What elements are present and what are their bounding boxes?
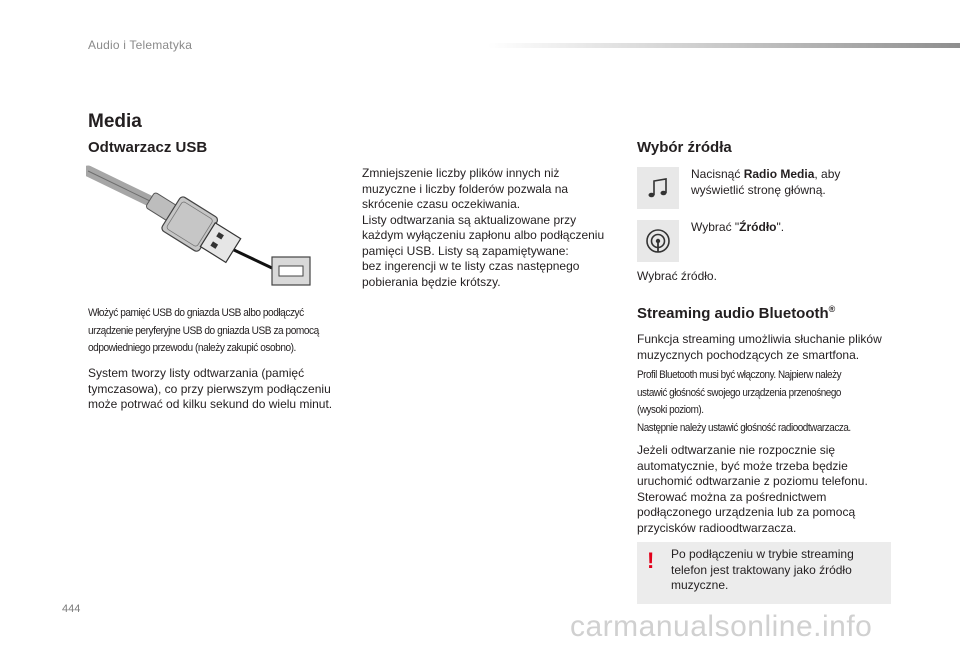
usb-caption: Włożyć pamięć USB do gniazda USB albo podłączyć urządzenie peryferyjne USB do gniazda USB za pomocą odpowiedniego przewodu (należy zakupić osobno). (88, 307, 319, 354)
section-header: Audio i Telematyka (88, 38, 193, 52)
watermark: carmanualsonline.info (570, 610, 873, 643)
source-summary: Wybrać źródło. (637, 269, 717, 283)
source-step1-text: Nacisnąć Radio Media, aby wyświetlić stronę główną. (691, 167, 841, 197)
usb-system-text: System tworzy listy odtwarzania (pamięć tymczasowa), co przy pierwszym podłączeniu może potrwać od kilku sekund do wielu minut. (88, 366, 333, 411)
usb-plug-illustration (86, 165, 318, 287)
bluetooth-note: Profil Bluetooth musi być włączony. Najpierw należy ustawić głośność swojego urządzenia przenośnego (wysoki poziom). Następnie należy ustawić głośność radioodtwarzacza. (637, 369, 851, 434)
warning-icon: ! (647, 548, 655, 573)
radio-source-icon (637, 220, 679, 262)
warning-text: Po podłączeniu w trybie streaming telefon jest traktowany jako źródło muzyczne. (671, 547, 854, 592)
music-note-glyph (645, 175, 671, 201)
header-divider (488, 43, 960, 48)
page-number: 444 (62, 603, 81, 615)
usb-heading: Odtwarzacz USB (88, 139, 208, 156)
radio-source-glyph (644, 227, 672, 255)
music-note-icon (637, 167, 679, 209)
bluetooth-heading: Streaming audio Bluetooth® (637, 304, 836, 322)
bluetooth-fallback: Jeżeli odtwarzanie nie rozpocznie się automatycznie, być może trzeba będzie uruchomić odtwarzanie z poziomu telefonu. Sterować można za pośrednictwem podłączonego urządzenia lub za pomocą przycisków radioodtwarzacza. (637, 443, 868, 535)
usb-reduce-text: Zmniejszenie liczby plików innych niż muzyczne i liczby folderów pozwala na skrócenie czasu oczekiwania. Listy odtwarzania są aktualizowane przy każdym wyłączeniu zapłonu albo podłączeniu pamięci USB. Listy są zapamiętywane: bez ingerencji w te listy czas następnego pobierania będzie krótszy. (362, 166, 605, 289)
source-step2-text: Wybrać "Źródło". (691, 220, 785, 234)
source-heading: Wybór źródła (637, 139, 732, 156)
page-title: Media (88, 111, 142, 132)
bluetooth-intro: Funkcja streaming umożliwia słuchanie plików muzycznych pochodzących ze smartfona. (637, 332, 882, 362)
